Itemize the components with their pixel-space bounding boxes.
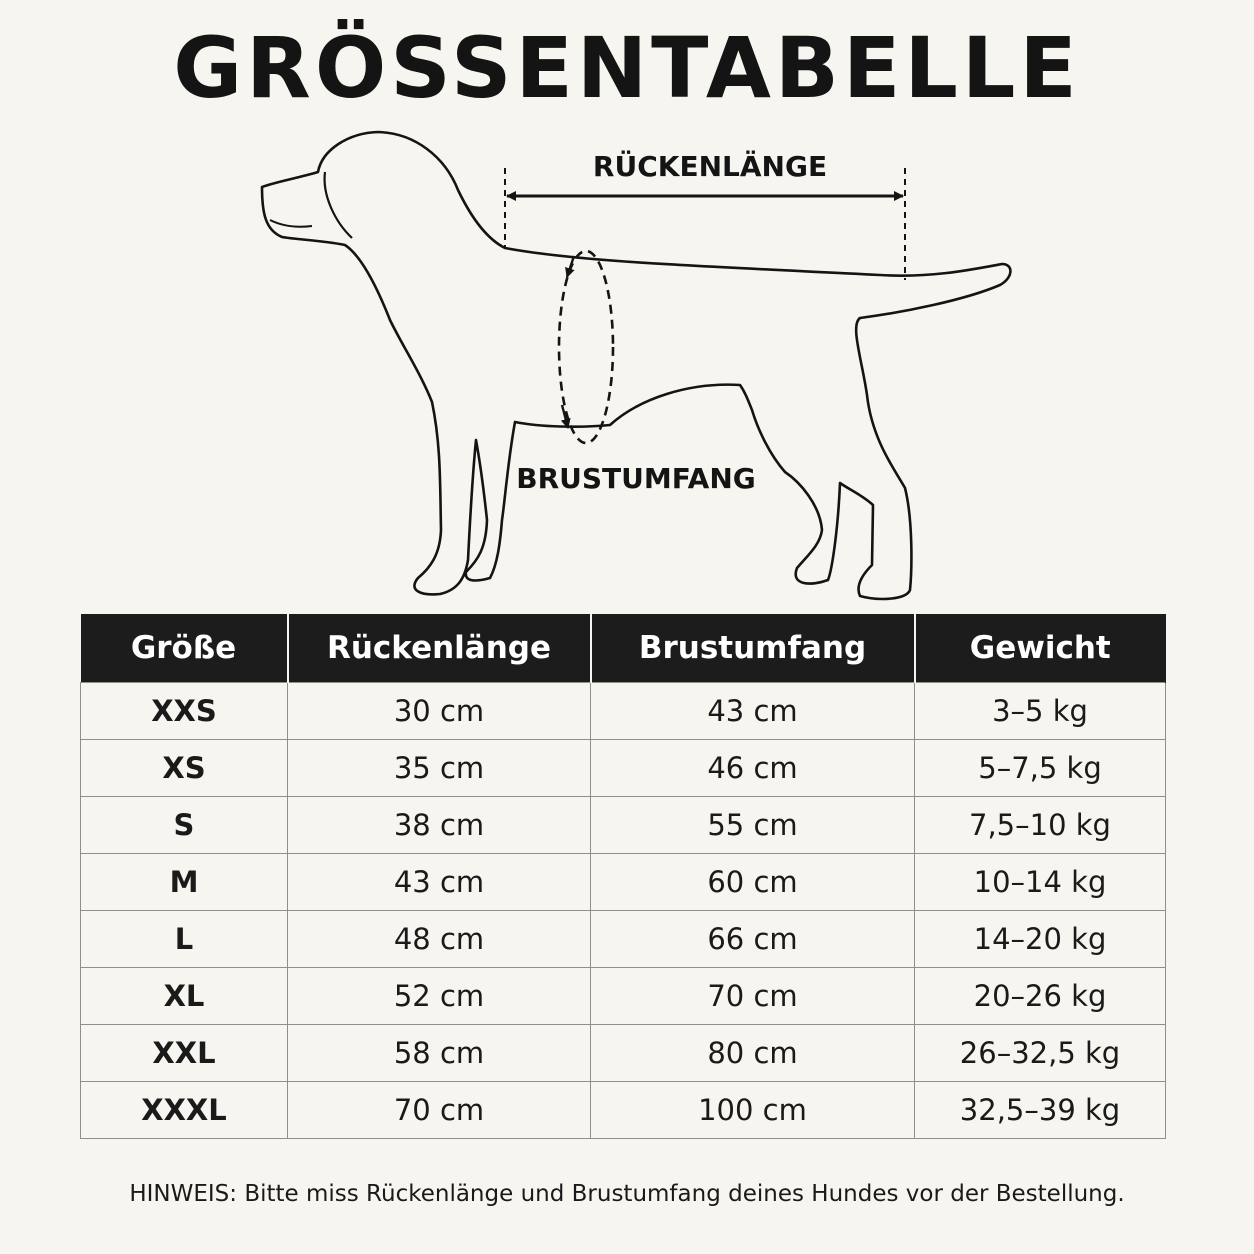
table-row	[81, 854, 1166, 911]
table-row	[81, 1025, 1166, 1082]
cell-chest: 100 cm	[591, 1082, 915, 1139]
cell-weight: 10–14 kg	[915, 854, 1166, 911]
cell-back-length: 35 cm	[288, 740, 591, 797]
cell-size: L	[81, 911, 288, 968]
cell-weight: 5–7,5 kg	[915, 740, 1166, 797]
header-weight: Gewicht	[915, 614, 1166, 683]
cell-weight: 7,5–10 kg	[915, 797, 1166, 854]
cell-size: XXXL	[81, 1082, 288, 1139]
cell-chest: 66 cm	[591, 911, 915, 968]
table-row	[81, 911, 1166, 968]
cell-chest: 43 cm	[591, 683, 915, 740]
cell-chest: 70 cm	[591, 968, 915, 1025]
cell-weight: 26–32,5 kg	[915, 1025, 1166, 1082]
measurement-note: HINWEIS: Bitte miss Rückenlänge und Brustumfang deines Hundes vor der Bestellung.	[129, 1181, 1125, 1207]
cell-weight: 14–20 kg	[915, 911, 1166, 968]
cell-back-length: 48 cm	[288, 911, 591, 968]
table-row	[81, 797, 1166, 854]
cell-back-length: 52 cm	[288, 968, 591, 1025]
header-chest: Brustumfang	[591, 614, 915, 683]
cell-back-length: 43 cm	[288, 854, 591, 911]
chest-girth-loop	[559, 251, 613, 443]
cell-chest: 55 cm	[591, 797, 915, 854]
cell-chest: 46 cm	[591, 740, 915, 797]
dog-ear-icon	[325, 172, 352, 238]
cell-back-length: 38 cm	[288, 797, 591, 854]
cell-weight: 3–5 kg	[915, 683, 1166, 740]
dog-outline-icon	[262, 132, 1010, 599]
table-row	[81, 1082, 1166, 1139]
page-title: GRÖSSENTABELLE	[173, 19, 1081, 117]
chest-arrow-top	[567, 256, 574, 277]
chest-girth-label: BRUSTUMFANG	[516, 462, 756, 495]
cell-weight: 32,5–39 kg	[915, 1082, 1166, 1139]
cell-back-length: 58 cm	[288, 1025, 591, 1082]
table-row	[81, 740, 1166, 797]
cell-size: XS	[81, 740, 288, 797]
cell-size: M	[81, 854, 288, 911]
dog-mouth-icon	[270, 220, 312, 227]
header-size: Größe	[81, 614, 288, 683]
cell-size: S	[81, 797, 288, 854]
header-back-length: Rückenlänge	[288, 614, 591, 683]
cell-back-length: 30 cm	[288, 683, 591, 740]
cell-size: XXL	[81, 1025, 288, 1082]
size-chart-table	[80, 614, 1166, 1139]
cell-back-length: 70 cm	[288, 1082, 591, 1139]
table-row	[81, 683, 1166, 740]
dog-measurement-diagram	[0, 110, 1254, 610]
cell-chest: 80 cm	[591, 1025, 915, 1082]
cell-size: XXS	[81, 683, 288, 740]
table-row	[81, 968, 1166, 1025]
cell-size: XL	[81, 968, 288, 1025]
cell-chest: 60 cm	[591, 854, 915, 911]
back-length-label: RÜCKENLÄNGE	[592, 150, 828, 183]
cell-weight: 20–26 kg	[915, 968, 1166, 1025]
table-header-row	[81, 614, 1166, 683]
